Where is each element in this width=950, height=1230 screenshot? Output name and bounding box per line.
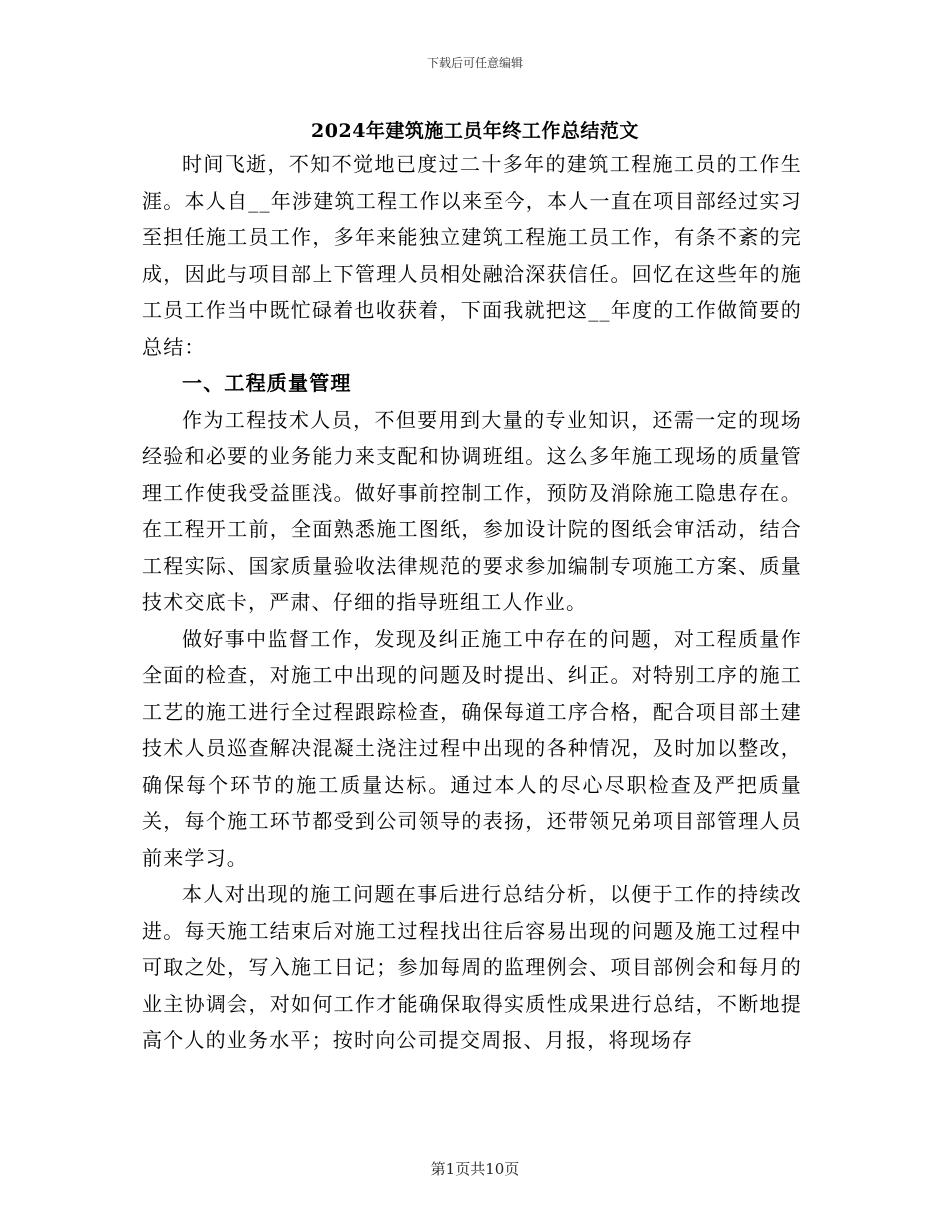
page-footer: 第1页共10页: [430, 1160, 520, 1178]
document-title: 2024年建筑施工员年终工作总结范文: [311, 120, 639, 142]
page-header: 下载后可任意编辑: [426, 56, 523, 70]
document-body: [142, 146, 802, 1059]
paragraph-quality-1: 作为工程技术人员，不但要用到大量的专业知识，还需一定的现场经验和必要的业务能力来支配和协调班组。这么多年施工现场的质量管理工作使我受益匪浅。做好事前控制工作，预防及消除施工隐患存在。在工程开工前，全面熟悉施工图纸，参加设计院的图纸会审活动，结合工程实际、国家质量验收法律规范的要求参加编制专项施工方案、质量技术交底卡，严肃、仔细的指导班组工人作业。: [142, 407, 802, 614]
paragraph-intro: 时间飞逝，不知不觉地已度过二十多年的建筑工程施工员的工作生涯。本人自__年涉建筑工程工作以来至今，本人一直在项目部经过实习至担任施工员工作，多年来能独立建筑工程施工员工作，有条不紊的完成，因此与项目部上下管理人员相处融洽深获信任。回忆在这些年的施工员工作当中既忙碌着也收获着，下面我就把这__年度的工作做简要的总结：: [142, 152, 802, 359]
paragraph-quality-3: 本人对出现的施工问题在事后进行总结分析，以便于工作的持续改进。每天施工结束后对施工过程找出往后容易出现的问题及施工过程中可取之处，写入施工日记；参加每周的监理例会、项目部例会和每月的业主协调会，对如何工作才能确保取得实质性成果进行总结，不断地提高个人的业务水平；按时向公司提交周报、月报，将现场存: [142, 882, 802, 1052]
section-heading-quality: 一、工程质量管理: [182, 371, 352, 395]
paragraph-quality-2: 做好事中监督工作，发现及纠正施工中存在的问题，对工程质量作全面的检查，对施工中出现的问题及时提出、纠正。对特别工序的施工工艺的施工进行全过程跟踪检查，确保每道工序合格，配合项目部土建技术人员巡查解决混凝土浇注过程中出现的各种情况，及时加以整改，确保每个环节的施工质量达标。通过本人的尽心尽职检查及严把质量关，每个施工环节都受到公司领导的表扬，还带领兄弟项目部管理人员前来学习。: [142, 626, 802, 870]
